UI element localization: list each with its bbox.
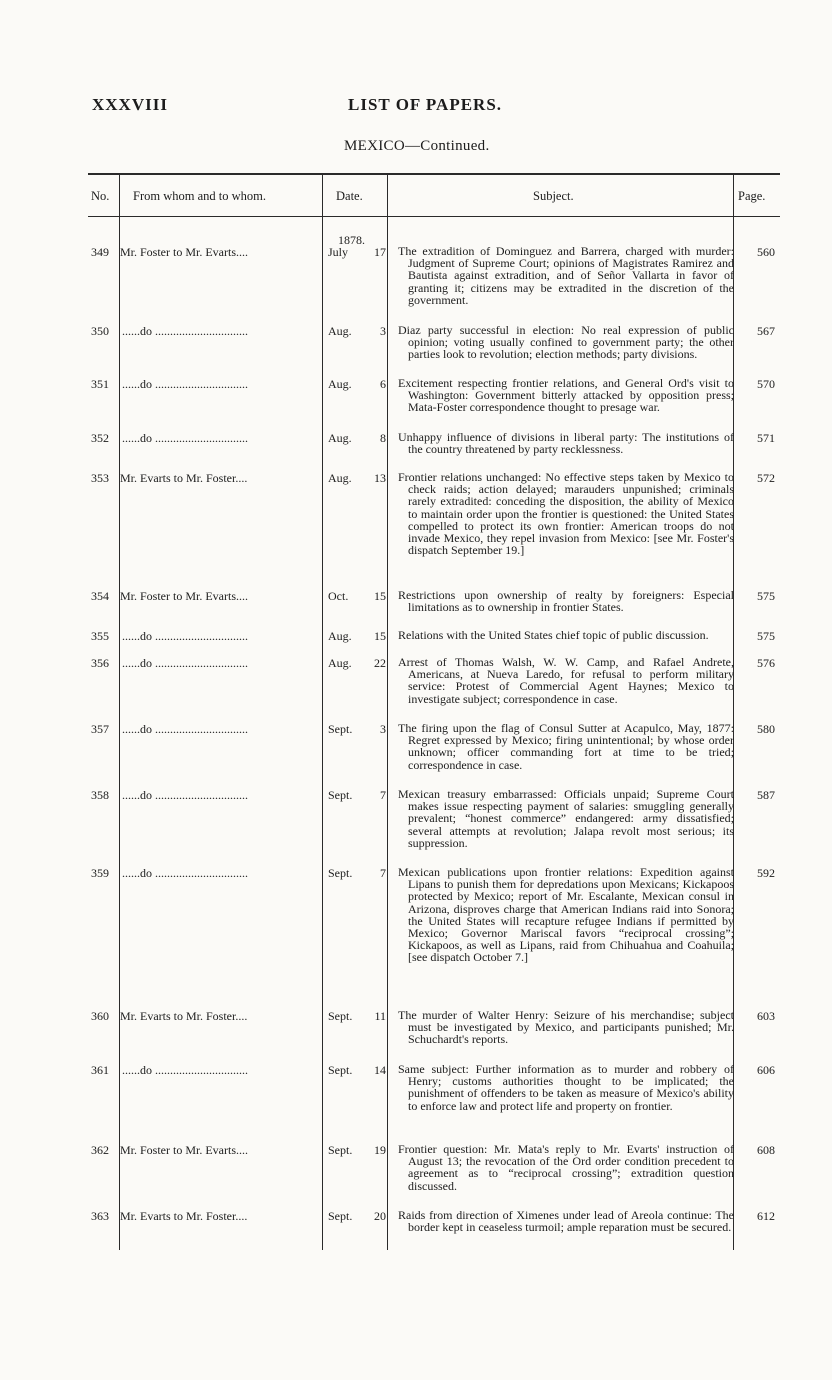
- entry-from-to: Mr. Evarts to Mr. Foster....: [120, 1209, 248, 1223]
- entry-month: Sept.: [328, 1143, 353, 1157]
- entry-page: 571: [757, 431, 775, 445]
- entry-from-to: Mr. Evarts to Mr. Foster....: [120, 1009, 248, 1023]
- entry-subject: Diaz party successful in election: No real expression of public opinion; voting usually confined to government party; the other parties look to revolution; election methods; party divisions.: [398, 323, 734, 362]
- entry-subject: Frontier relations unchanged: No effective steps taken by Mexico to check raids; action delayed; marauders unpunished; criminals rarely extradited: conceding the disposition, the ability of Mexico to maintain order upon the frontier is questioned: the United States compelled to protect its own frontier: American troops do not invade Mexico, they repel invasion from Mexico: [see Mr. Foster's dispatch September 19.]: [398, 470, 734, 558]
- entry-month: Aug.: [328, 431, 352, 445]
- entry-subject: Mexican treasury embarrassed: Officials unpaid; Supreme Court makes issue respecting payment of salaries: smuggling generally prevalent; “honest commerce” endangered: army dissatisfied; several attempts at revolution; Jalapa revolt most serious; its suppression.: [398, 787, 734, 850]
- entry-number: 360: [91, 1009, 109, 1023]
- entry-from-to: Mr. Foster to Mr. Evarts....: [120, 1143, 248, 1157]
- entry-number: 351: [91, 377, 109, 391]
- entry-subject: The murder of Walter Henry: Seizure of his merchandise; subject must be investigated by Mexico, and participants punished; Mr. Schuchardt's reports.: [398, 1008, 734, 1047]
- entry-day: 7: [380, 788, 386, 802]
- entry-number: 358: [91, 788, 109, 802]
- entry-from-to: Mr. Foster to Mr. Evarts....: [120, 589, 248, 603]
- entry-page: 603: [757, 1009, 775, 1023]
- entry-day: 3: [380, 324, 386, 338]
- entry-day: 11: [374, 1009, 386, 1023]
- entry-month: Aug.: [328, 656, 352, 670]
- column-header-from-to: From whom and to whom.: [133, 189, 266, 203]
- entry-number: 361: [91, 1063, 109, 1077]
- entry-month: Sept.: [328, 722, 353, 736]
- entry-month: Aug.: [328, 377, 352, 391]
- entry-month: July: [328, 245, 349, 259]
- entry-page: 567: [757, 324, 775, 338]
- entry-subject: The extradition of Dominguez and Barrera, charged with murder: Judgment of Supreme Court; opinions of Magistrates Ramirez and Bautista against extradition, and of Señor Vallarta in favor of granting it; citizens may be extradited in the discretion of the government.: [398, 244, 734, 307]
- entry-page: 575: [757, 629, 775, 643]
- entry-from-to: Mr. Foster to Mr. Evarts....: [120, 245, 248, 259]
- entry-day: 19: [374, 1143, 386, 1157]
- entry-day: 20: [374, 1209, 386, 1223]
- entry-page: 560: [757, 245, 775, 259]
- entry-number: 359: [91, 866, 109, 880]
- entry-number: 350: [91, 324, 109, 338]
- entry-month: Sept.: [328, 1063, 353, 1077]
- column-header-no: No.: [91, 189, 110, 203]
- entry-subject: Frontier question: Mr. Mata's reply to Mr. Evarts' instruction of August 13; the revocation of the Ord order condition precedent to agreement as to “reciprocal crossing”; extradition question discussed.: [398, 1142, 734, 1193]
- column-divider: [119, 175, 120, 1250]
- table-top-rule: [88, 173, 780, 175]
- entry-day: 3: [380, 722, 386, 736]
- entry-month: Aug.: [328, 629, 352, 643]
- entry-page: 608: [757, 1143, 775, 1157]
- entry-day: 6: [380, 377, 386, 391]
- table-header-rule: [88, 216, 780, 217]
- entry-subject: Unhappy influence of divisions in liberal party: The institutions of the country threatened by party recklessness.: [398, 430, 734, 457]
- entry-subject: Restrictions upon ownership of realty by foreigners: Especial limitations as to ownership in frontier States.: [398, 588, 734, 615]
- entry-from-to: ......do ...............................: [122, 656, 248, 670]
- entry-day: 8: [380, 431, 386, 445]
- entry-page: 570: [757, 377, 775, 391]
- entry-month: Sept.: [328, 788, 353, 802]
- entry-subject: Mexican publications upon frontier relations: Expedition against Lipans to punish them for depredations upon Mexicans; Kickapoos protected by Mexico; report of Mr. Escalante, Mexican consul in Arizona, disproves charge that American Indians raid into Sonora; the United States will recapture refugee Indians if permitted by Mexico; Governor Mariscal favors “reciprocal crossing”; Kickapoos, as well as Lipans, raid from Chihuahua and Coahuila; [see dispatch October 7.]: [398, 865, 734, 965]
- entry-from-to: Mr. Evarts to Mr. Foster....: [120, 471, 248, 485]
- entry-from-to: ......do ...............................: [122, 324, 248, 338]
- entry-page: 592: [757, 866, 775, 880]
- entry-from-to: ......do ...............................: [122, 377, 248, 391]
- entry-month: Sept.: [328, 1009, 353, 1023]
- entry-number: 349: [91, 245, 109, 259]
- entry-subject: Relations with the United States chief topic of public discussion.: [398, 628, 709, 642]
- entry-page: 580: [757, 722, 775, 736]
- column-header-page: Page.: [738, 189, 766, 203]
- entry-from-to: ......do ...............................: [122, 788, 248, 802]
- entry-day: 7: [380, 866, 386, 880]
- column-divider: [387, 175, 388, 1250]
- entry-page: 587: [757, 788, 775, 802]
- entry-number: 356: [91, 656, 109, 670]
- entry-subject: Raids from direction of Ximenes under lead of Areola continue: The border kept in ceaseless turmoil; ample reparation must be secured.: [398, 1208, 734, 1235]
- entry-page: 572: [757, 471, 775, 485]
- entry-number: 362: [91, 1143, 109, 1157]
- entry-from-to: ......do ...............................: [122, 722, 248, 736]
- entry-from-to: ......do ...............................: [122, 866, 248, 880]
- entry-number: 353: [91, 471, 109, 485]
- column-header-date: Date.: [336, 189, 363, 203]
- entry-month: Oct.: [328, 589, 349, 603]
- section-title: MEXICO—Continued.: [344, 138, 490, 154]
- entry-from-to: ......do ...............................: [122, 431, 248, 445]
- entry-month: Sept.: [328, 1209, 353, 1223]
- entry-number: 352: [91, 431, 109, 445]
- page-number: XXXVIII: [92, 95, 168, 114]
- entry-number: 363: [91, 1209, 109, 1223]
- entry-number: 357: [91, 722, 109, 736]
- entry-month: Aug.: [328, 471, 352, 485]
- year-label: 1878.: [338, 233, 365, 247]
- entry-day: 14: [374, 1063, 386, 1077]
- entry-month: Aug.: [328, 324, 352, 338]
- entry-subject: Same subject: Further information as to murder and robbery of Henry; customs authorities thought to be implicated; the punishment of offenders to be taken as measure of Mexico's ability to enforce law and protect life and property on frontier.: [398, 1062, 734, 1113]
- column-divider: [322, 175, 323, 1250]
- entry-subject: Excitement respecting frontier relations, and General Ord's visit to Washington: Government bitterly attacked by opposition press; Mata-Foster correspondence thought to presage war.: [398, 376, 734, 415]
- entry-day: 22: [374, 656, 386, 670]
- entry-day: 15: [374, 629, 386, 643]
- entry-subject: The firing upon the flag of Consul Sutter at Acapulco, May, 1877: Regret expressed by Mexico; firing unintentional; by whose order unknown; officer commanding fort at time to be tried; correspondence in case.: [398, 721, 734, 772]
- entry-from-to: ......do ...............................: [122, 629, 248, 643]
- running-title: LIST OF PAPERS.: [348, 95, 503, 114]
- entry-day: 13: [374, 471, 386, 485]
- column-header-subject: Subject.: [533, 189, 574, 203]
- entry-day: 15: [374, 589, 386, 603]
- entry-day: 17: [374, 245, 386, 259]
- entry-number: 355: [91, 629, 109, 643]
- entry-number: 354: [91, 589, 109, 603]
- entry-subject: Arrest of Thomas Walsh, W. W. Camp, and Rafael Andrete, Americans, at Nueva Laredo, for refusal to perform military service: Protest of Commercial Agent Haynes; Mexico to investigate subject; correspondence in case.: [398, 655, 734, 706]
- entry-page: 606: [757, 1063, 775, 1077]
- entry-page: 575: [757, 589, 775, 603]
- entry-page: 576: [757, 656, 775, 670]
- entry-from-to: ......do ...............................: [122, 1063, 248, 1077]
- entry-page: 612: [757, 1209, 775, 1223]
- entry-month: Sept.: [328, 866, 353, 880]
